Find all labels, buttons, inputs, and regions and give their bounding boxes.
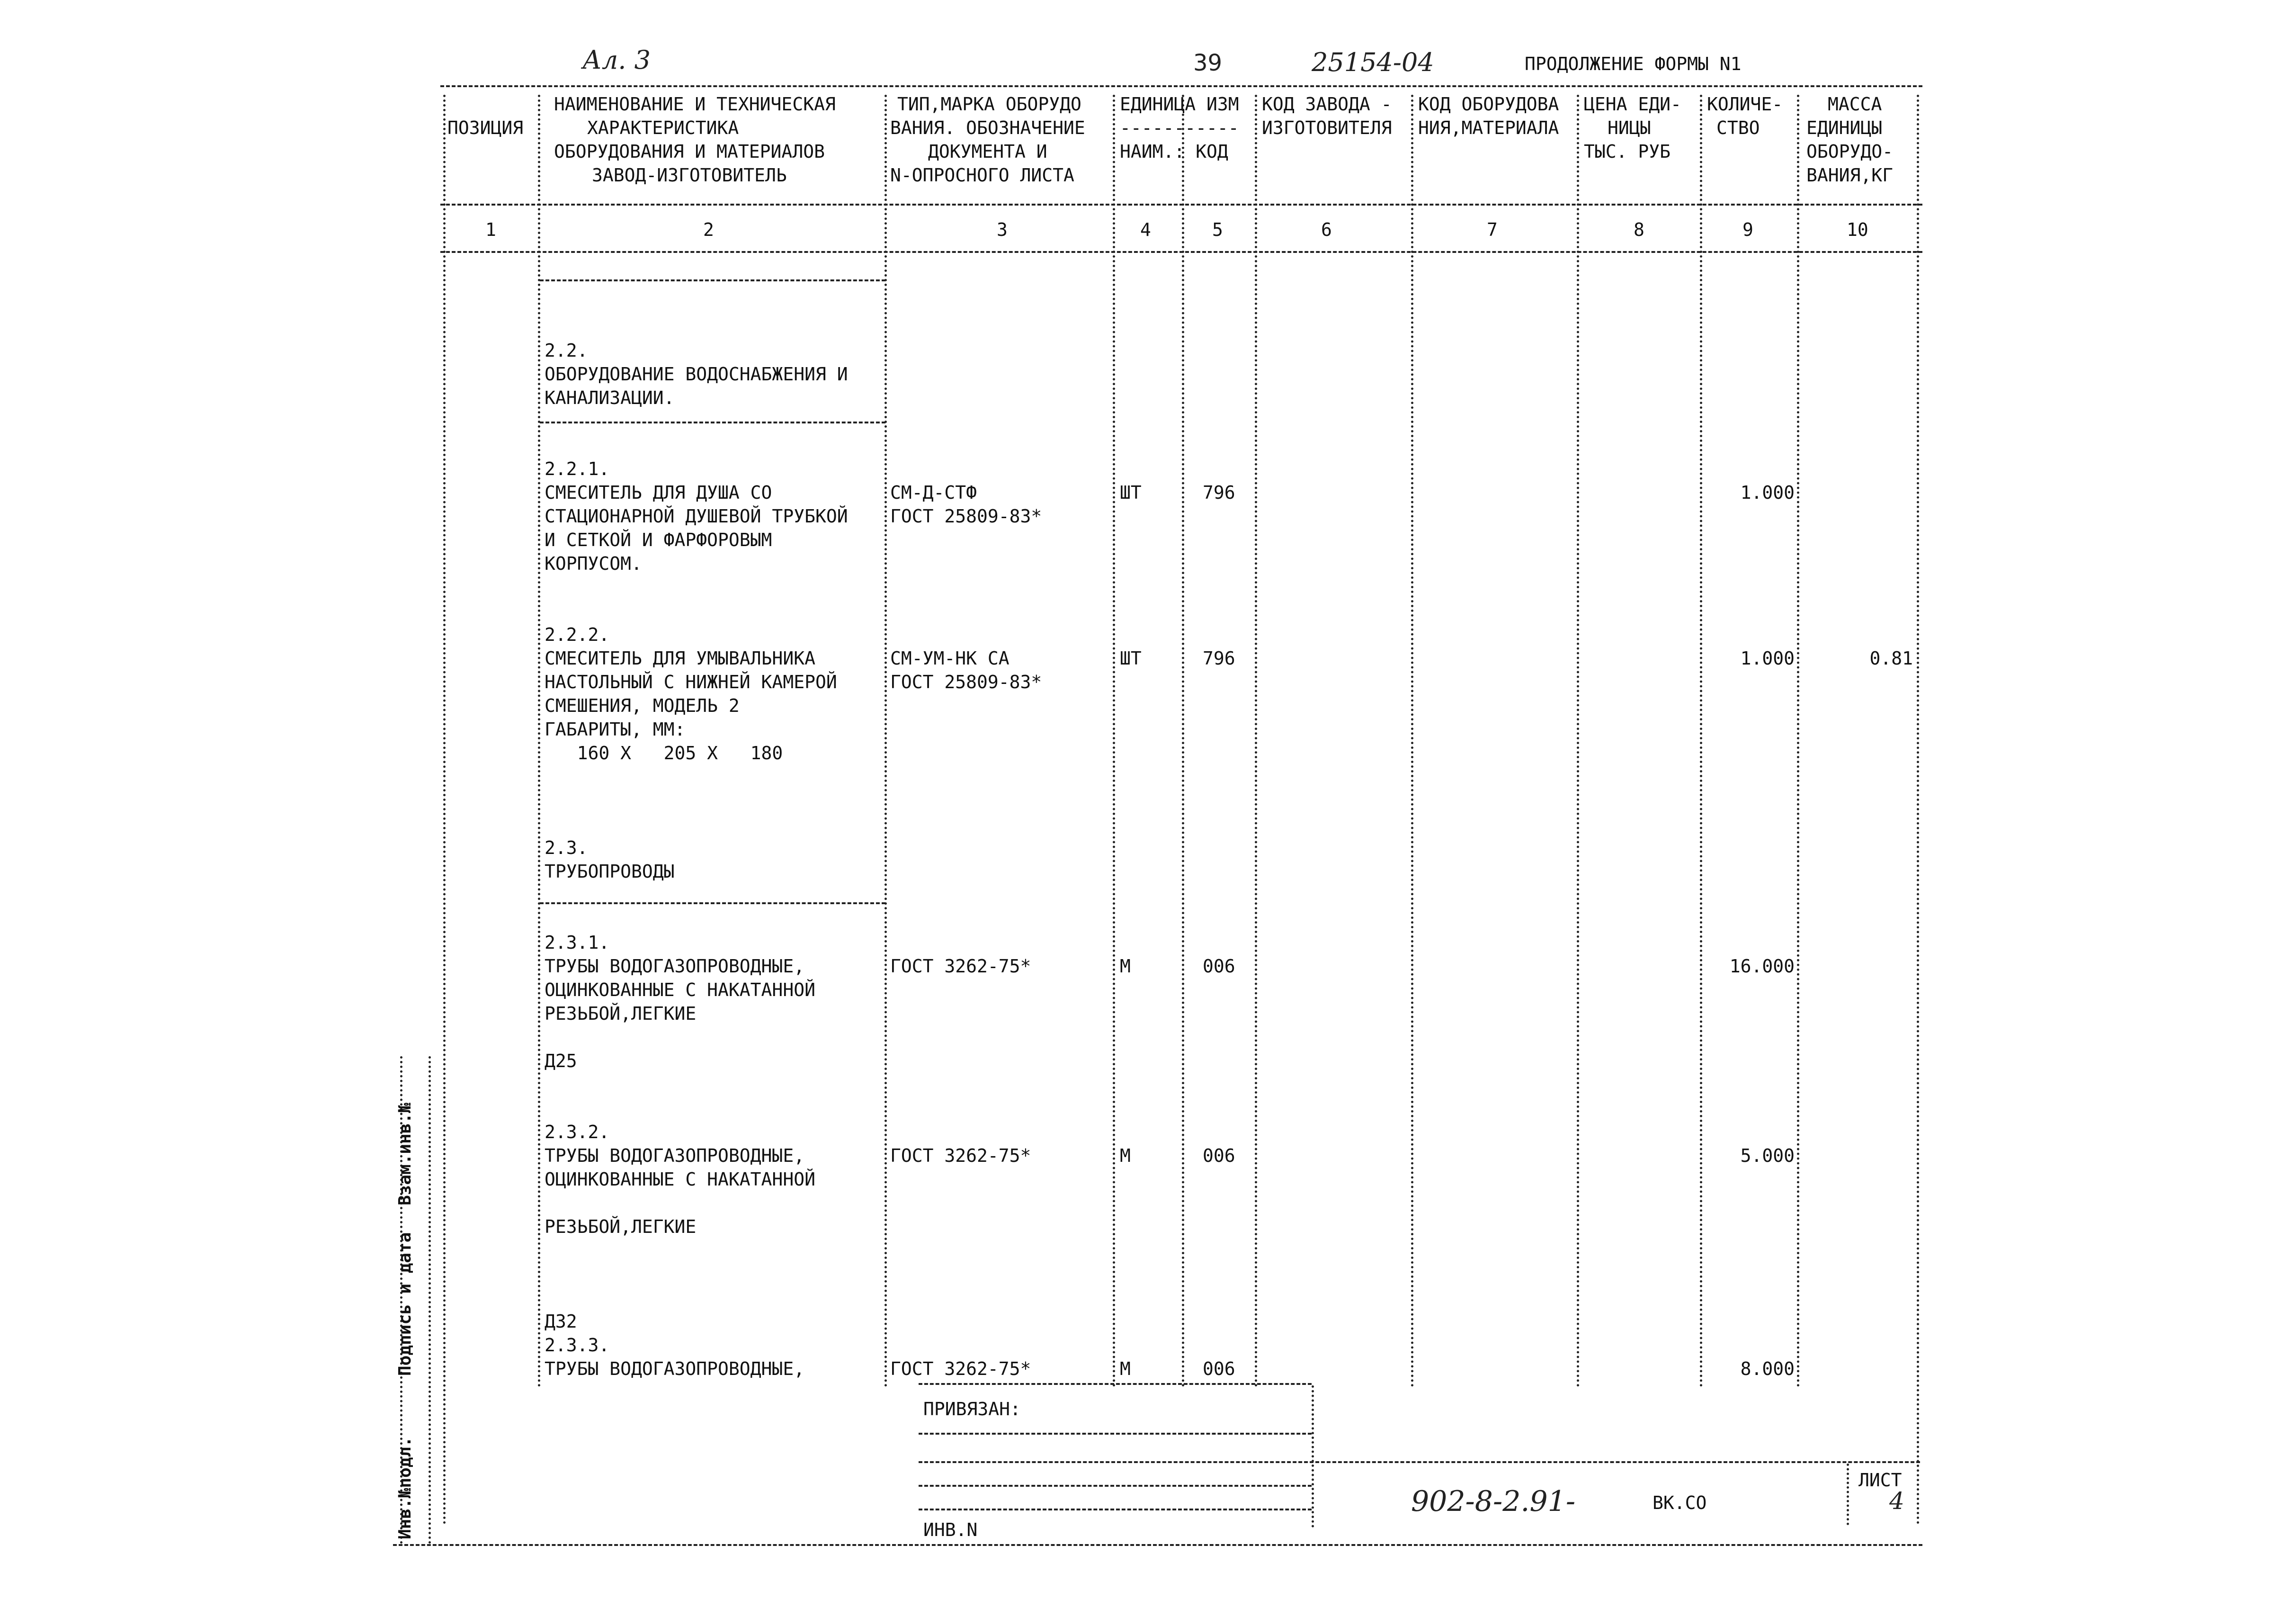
side-stamp-sign-date: Подпись и дата: [395, 1232, 415, 1376]
row-quantity: 1.000: [1740, 648, 1795, 669]
row-name: СМЕСИТЕЛЬ ДЛЯ ДУША СО: [545, 482, 772, 503]
section-separator: [540, 279, 885, 281]
row-name: 2.3.: [545, 837, 588, 858]
row-type: СМ-УМ-НК СА: [890, 648, 1010, 669]
document-code: 902-8-2.91-: [1411, 1485, 1576, 1518]
row-quantity: 5.000: [1740, 1145, 1795, 1166]
document-suffix: ВК.СО: [1653, 1492, 1707, 1513]
row-quantity: 16.000: [1729, 956, 1795, 977]
section-separator: [540, 422, 885, 423]
col-divider-2: [884, 95, 887, 1388]
side-stamp-vzam-inv: Взам.инв.№: [395, 1103, 415, 1205]
row-name: ГАБАРИТЫ, ММ:: [545, 719, 686, 740]
stamp-rule: [919, 1509, 1312, 1510]
row-name: 2.3.2.: [545, 1122, 610, 1142]
stamp-rule: [919, 1433, 1312, 1435]
row-type: ГОСТ 3262-75*: [890, 1145, 1031, 1166]
row-name: Д32: [545, 1311, 577, 1332]
row-type: СМ-Д-СТФ: [890, 482, 977, 503]
col-divider-3: [1113, 95, 1115, 1388]
row-name: ОБОРУДОВАНИЕ ВОДОСНАБЖЕНИЯ И: [545, 364, 848, 385]
row-name: 2.2.2.: [545, 624, 610, 645]
row-type: ГОСТ 3262-75*: [890, 1358, 1031, 1379]
row-unit: ШТ: [1120, 482, 1142, 503]
row-unit: М: [1120, 956, 1131, 977]
row-name: СМЕШЕНИЯ, МОДЕЛЬ 2: [545, 695, 740, 716]
row-unit-code: 006: [1203, 1358, 1235, 1379]
stamp-rule: [919, 1485, 1312, 1487]
row-name: НАСТОЛЬНЫЙ С НИЖНЕЙ КАМЕРОЙ: [545, 672, 837, 692]
row-quantity: 8.000: [1740, 1358, 1795, 1379]
row-name: СМЕСИТЕЛЬ ДЛЯ УМЫВАЛЬНИКА: [545, 648, 815, 669]
row-type: ГОСТ 25809-83*: [890, 506, 1042, 527]
row-name: 2.3.1.: [545, 932, 610, 953]
row-mass: 0.81: [1869, 648, 1913, 669]
row-name: И СЕТКОЙ И ФАРФОРОВЫМ: [545, 530, 772, 550]
col-divider-8: [1700, 95, 1702, 1388]
rule-top: [440, 85, 1922, 87]
row-name: Д25: [545, 1051, 577, 1071]
side-stamp-line: [429, 1056, 431, 1544]
col-divider-7: [1577, 95, 1579, 1388]
row-name: ТРУБЫ ВОДОГАЗОПРОВОДНЫЕ,: [545, 1145, 805, 1166]
row-name: ТРУБЫ ВОДОГАЗОПРОВОДНЫЕ,: [545, 956, 805, 977]
row-type: ГОСТ 25809-83*: [890, 672, 1042, 692]
col-divider-1: [538, 95, 540, 1388]
row-unit-code: 796: [1203, 482, 1235, 503]
document-page: Ал. 3 39 25154-04 ПРОДОЛЖЕНИЕ ФОРМЫ N1 ПОЗИЦИЯ НАИМЕНОВАНИЕ И ТЕХНИЧЕСКАЯ ХАРАКТЕРИСТИКА ОБОРУДОВАНИЯ И МАТЕРИАЛОВ ЗАВОД-ИЗГОТОВИТЕЛЬ ТИП,МАРКА ОБОРУДО ВАНИЯ. ОБОЗНАЧЕНИЕ ДОКУМЕНТА И N-ОПРОСНОГО ЛИСТА ЕДИНИЦА ИЗМ ----------- НАИМ.: КОД КОД ЗАВОДА - ИЗГОТОВИТЕЛЯ КОД ОБОРУДОВА НИЯ,МАТЕРИАЛА ЦЕНА ЕДИ- НИЦЫ ТЫС. РУБ КОЛИЧЕ- СТВО МАССА ЕДИНИЦЫ ОБОРУДО- ВАНИЯ,КГ 1 2 3 4 5 6 7 8 9 10 2.2. ОБОРУДОВАНИЕ ВОДОСНАБЖЕНИЯ И КАНАЛИЗАЦИИ. 2.2.1. СМЕСИТЕЛЬ ДЛЯ ДУША СО СМ-Д-СТФ ШТ 796 1.000 СТАЦИОНАРНОЙ ДУШЕВОЙ ТРУБКОЙ ГОСТ 25809-83* И СЕТКОЙ И ФАРФОРОВЫМ КОРПУСОМ. 2.2.2. СМЕСИТЕЛЬ ДЛЯ УМЫВАЛЬНИКА СМ-УМ-НК СА ШТ 796 1.000 0.81 НАСТОЛЬНЫЙ С НИЖНЕЙ КАМЕРОЙ ГОСТ 25809-83* СМЕШЕНИЯ, МОДЕЛЬ 2 ГАБАРИТЫ, ММ: 160 Х 205 Х 180 2.3. ТРУБОПРОВОДЫ 2.3.1. ТРУБЫ ВОДОГАЗОПРОВОДНЫЕ, ГОСТ 3262-75* М 006 16.000 ОЦИНКОВАННЫЕ С НАКАТАННОЙ РЕЗЬБОЙ,ЛЕГКИЕ Д25 2.3.2. ТРУБЫ ВОДОГАЗОПРОВОДНЫЕ, ГОСТ 3262-75* М 006 5.000 ОЦИНКОВАННЫЕ С НАКАТАННОЙ РЕЗЬБОЙ,ЛЕГКИЕ Д32 2.3.3. ТРУБЫ ВОДОГАЗОПРОВОДНЫЕ, ГОСТ 3262-75* М 006 8.000 ПРИВЯЗАН: ИНВ.N 902-8-2.91- ВК.СО ЛИСТ 4 Инв.№подл. Подпись и дата Взам.инв.№: [0, 0, 2296, 1599]
row-name: ТРУБОПРОВОДЫ: [545, 861, 675, 882]
col-divider-9: [1797, 95, 1799, 1388]
col-divider-10: [1917, 95, 1919, 1525]
row-name: ОЦИНКОВАННЫЕ С НАКАТАННОЙ: [545, 979, 815, 1000]
section-separator: [540, 902, 885, 904]
row-quantity: 1.000: [1740, 482, 1795, 503]
row-name: РЕЗЬБОЙ,ЛЕГКИЕ: [545, 1003, 697, 1024]
col-divider-5: [1255, 95, 1257, 1388]
row-name: ТРУБЫ ВОДОГАЗОПРОВОДНЫЕ,: [545, 1358, 805, 1379]
form-title: ПРОДОЛЖЕНИЕ ФОРМЫ N1: [1525, 54, 1742, 74]
sheet-label: ЛИСТ: [1858, 1470, 1902, 1491]
row-name: ОЦИНКОВАННЫЕ С НАКАТАННОЙ: [545, 1169, 815, 1190]
row-unit-code: 006: [1203, 956, 1235, 977]
stamp-rule: [919, 1461, 1920, 1463]
row-name: 2.3.3.: [545, 1335, 610, 1356]
row-unit: ШТ: [1120, 648, 1142, 669]
row-name: РЕЗЬБОЙ,ЛЕГКИЕ: [545, 1216, 697, 1237]
rule-bottom: [393, 1544, 1922, 1546]
sheet-number: 4: [1889, 1487, 1904, 1515]
row-unit-code: 796: [1203, 648, 1235, 669]
col-divider-6: [1411, 95, 1413, 1388]
row-name: КАНАЛИЗАЦИИ.: [545, 387, 675, 408]
stamp-divider: [1312, 1385, 1314, 1527]
page-number: 39: [1193, 50, 1223, 76]
row-type: ГОСТ 3262-75*: [890, 956, 1031, 977]
stamp-linked-label: ПРИВЯЗАН:: [923, 1399, 1021, 1419]
row-name: СТАЦИОНАРНОЙ ДУШЕВОЙ ТРУБКОЙ: [545, 506, 848, 527]
row-name: 2.2.: [545, 340, 588, 361]
row-unit-code: 006: [1203, 1145, 1235, 1166]
side-stamp-inv-podl: Инв.№подл.: [395, 1437, 415, 1539]
row-name: 2.2.1.: [545, 458, 610, 479]
row-name: КОРПУСОМ.: [545, 553, 642, 574]
stamp-inv-label: ИНВ.N: [923, 1519, 978, 1540]
col-divider-0: [443, 95, 446, 1525]
stamp-rule: [919, 1383, 1312, 1385]
album-number: Ал. 3: [582, 45, 651, 75]
stamp-divider: [1847, 1464, 1849, 1525]
row-unit: М: [1120, 1358, 1131, 1379]
row-unit: М: [1120, 1145, 1131, 1166]
project-number: 25154-04: [1312, 47, 1434, 77]
row-name: 160 Х 205 Х 180: [545, 743, 783, 764]
col-divider-4: [1182, 95, 1184, 1388]
